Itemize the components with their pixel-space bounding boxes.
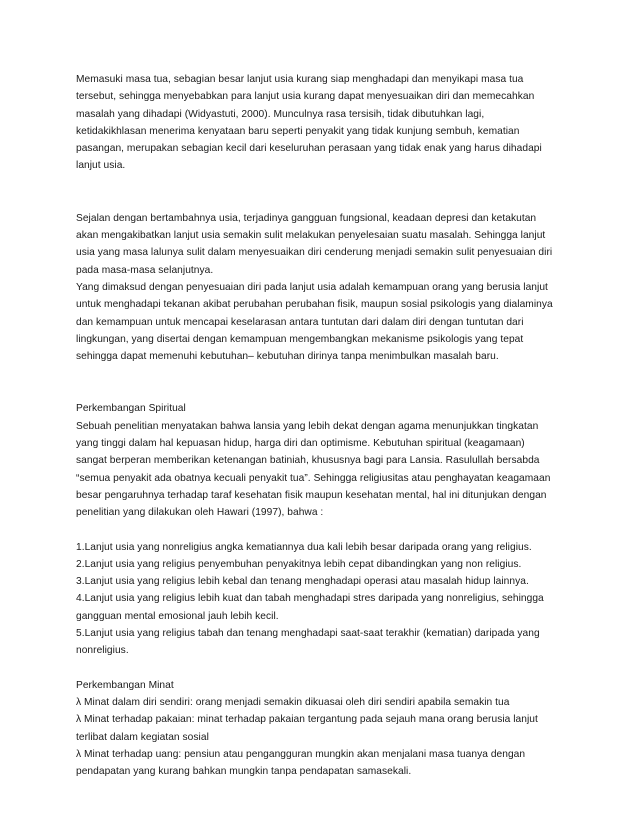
text-line: akan mengakibatkan lanjut usia semakin sulit melakukan penyelesaian suatu masalah. Sehingga lanjut: [76, 230, 546, 242]
text-line: Memasuki masa tua, sebagian besar lanjut usia kurang siap menghadapi dan menyikapi masa tua: [76, 74, 524, 85]
paragraph-masa-tua: [76, 71, 576, 175]
list-item: λ Minat terhadap pakaian: minat terhadap pakaian tergantung pada sejauh mana orang berusia lanjut: [76, 714, 538, 726]
text-line: tersebut, sehingga menyebabkan para lanjut usia kurang dapat menyesuaikan diri dan memecahkan: [76, 91, 535, 103]
text-line: penelitian yang dilakukan oleh Hawari (1997), bahwa :: [76, 507, 324, 519]
section-heading: Perkembangan Spiritual: [76, 403, 186, 415]
text-line: lingkungan, yang disertai dengan kemampuan mengembangkan mekanisme psikologis yang tepat: [76, 333, 524, 345]
paragraph-spacer: [76, 660, 576, 677]
list-item: λ Minat dalam diri sendiri: orang menjadi semakin dikuasai oleh diri sendiri apabila semakin tua: [76, 696, 510, 708]
list-item: 3.Lanjut usia yang religius lebih kebal dan tenang menghadapi operasi atau masalah hidup lainnya.: [76, 576, 529, 588]
text-line: ketidakikhlasan menerima kenyataan baru seperti penyakit yang tidak kunjung sembuh, kematian: [76, 125, 520, 137]
paragraph-spacer: [76, 522, 576, 539]
list-item: λ Minat terhadap uang: pensiun atau pengangguran mungkin akan menjalani masa tuanya dengan: [76, 748, 526, 760]
section-perkembangan-minat: [76, 677, 576, 781]
text-line: dan kemampuan untuk mencapai keselarasan antara tuntutan dari dalam diri dengan tuntutan dari: [76, 316, 524, 328]
paragraph-spacer: [76, 175, 576, 210]
text-line: sangat berperan memberikan ketenangan batiniah, khususnya bagi para Lansia. Rasulullah bersabda: [76, 455, 540, 467]
text-line: Sebuah penelitian menyatakan bahwa lansia yang lebih dekat dengan agama menunjukkan tingkatan: [76, 420, 539, 432]
list-item: 1.Lanjut usia yang nonreligius angka kematiannya dua kali lebih besar daripada orang yang religius.: [76, 541, 532, 553]
text-line: masalah yang dihadapi (Widyastuti, 2000). Munculnya rasa tersisih, tidak dibutuhkan lagi,: [76, 108, 485, 120]
numbered-list-religius: [76, 539, 576, 660]
section-heading: Perkembangan Minat: [76, 679, 174, 691]
text-line: besar pengaruhnya terhadap taraf kesehatan fisik maupun kesehatan mental, hal ini ditunjukan dengan: [76, 489, 547, 501]
list-item-continuation: pendapatan yang kurang bahkan mungkin tanpa pendapatan samasekali.: [76, 766, 412, 778]
text-line: Sejalan dengan bertambahnya usia, terjadinya gangguan fungsional, keadaan depresi dan ketakutan: [76, 212, 537, 224]
text-line: lanjut usia.: [76, 160, 126, 172]
text-line: “semua penyakit ada obatnya kecuali penyakit tua”. Sehingga religiusitas atau penghayatan keagamaan: [76, 472, 551, 484]
text-line: usia yang masa lalunya sulit dalam menyesuaikan diri cenderung menjadi semakin sulit penyesuaian diri: [76, 247, 553, 259]
text-line: pasangan, merupakan sebagian kecil dari keseluruhan perasaan yang tidak enak yang harus dihadapi: [76, 143, 542, 155]
paragraph-spacer: [76, 365, 576, 400]
list-item: 4.Lanjut usia yang religius lebih kuat dan tabah menghadapi stres daripada yang nonreligius, sehingga: [76, 593, 544, 605]
list-item-continuation: gangguan mental emosional jauh lebih kecil.: [76, 610, 279, 622]
section-perkembangan-spiritual: [76, 400, 576, 521]
list-item: 5.Lanjut usia yang religius tabah dan tenang menghadapi saat-saat terakhir (kematian) daripada yang: [76, 628, 540, 640]
document-body: [76, 71, 576, 780]
text-line: yang tinggi dalam hal kepuasan hidup, harga diri dan optimisme. Kebutuhan spiritual (keagamaan): [76, 438, 525, 450]
list-item-continuation: terlibat dalam kegiatan sosial: [76, 731, 209, 743]
text-line: untuk menghadapi tekanan akibat perubahan perubahan fisik, maupun sosial psikologis yang dialaminya: [76, 299, 553, 311]
list-item-continuation: nonreligius.: [76, 645, 129, 657]
text-line: Yang dimaksud dengan penyesuaian diri pada lanjut usia adalah kemampuan orang yang berusia lanjut: [76, 281, 548, 293]
text-line: sehingga dapat memenuhi kebutuhan– kebutuhan dirinya tanpa menimbulkan masalah baru.: [76, 351, 499, 363]
text-line: pada masa-masa selanjutnya.: [76, 264, 214, 276]
paragraph-penyesuaian-diri: [76, 210, 576, 366]
list-item: 2.Lanjut usia yang religius penyembuhan penyakitnya lebih cepat dibandingkan yang non religius.: [76, 558, 522, 570]
